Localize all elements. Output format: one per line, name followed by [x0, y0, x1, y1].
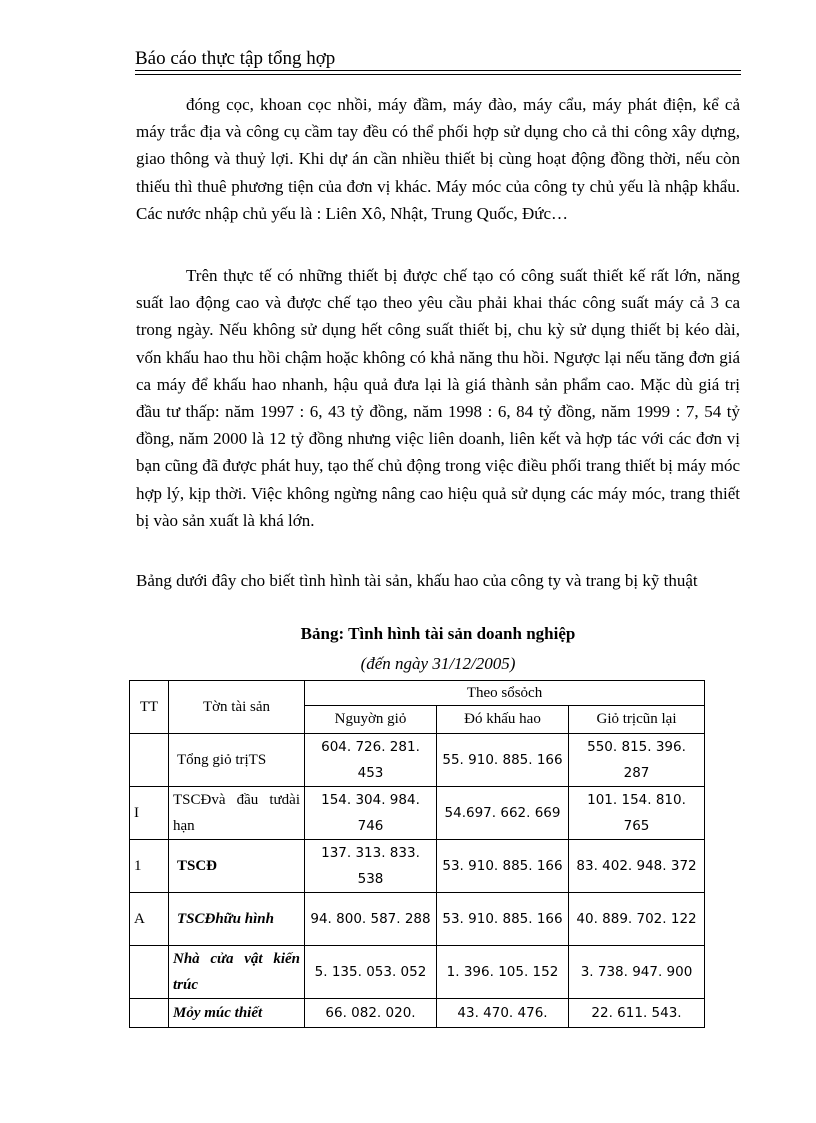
row-tt: 1: [130, 840, 169, 893]
paragraph-1: đóng cọc, khoan cọc nhồi, máy đầm, máy đào, máy cẩu, máy phát điện, kể cả máy trắc địa và công cụ cầm tay đều có thể phối hợp sử dụng cho cả thi công xây dựng, giao thông và thuỷ lợi. Khi dự án cần nhiều thiết bị cùng hoạt động đồng thời, nếu còn thiếu thì thuê phương tiện của đơn vị khác. Máy móc của công ty chủ yếu là nhập khẩu. Các nước nhập chủ yếu là : Liên Xô, Nhật, Trung Quốc, Đức…: [136, 95, 740, 223]
row-name: TSCĐ: [169, 840, 305, 893]
row-name: Mỏy múc thiết: [169, 999, 305, 1028]
row-tt: [130, 999, 169, 1028]
paragraph-2: Trên thực tế có những thiết bị được chế tạo có công suất thiết kế rất lớn, năng suất lao động cao và được chế tạo theo yêu cầu phải khai thác công suất máy cả 3 ca trong ngày. Nếu không sử dụng hết công suất thiết bị, chu kỳ sử dụng thiết bị kéo dài, vốn khấu hao thu hồi chậm hoặc không có khả năng thu hồi. Ngược lại nếu tăng đơn giá ca máy để khấu hao nhanh, hậu quả đưa lại là giá thành sản phẩm cao. Mặc dù giá trị đầu tư thấp: năm 1997 : 6, 43 tỷ đồng, năm 1998 : 6, 84 tỷ đồng, năm 1999 : 7, 54 tỷ đồng, năm 2000 là 12 tỷ đồng nhưng việc liên doanh, liên kết và hợp tác với các đơn vị bạn cũng đã được phát huy, tạo thế chủ động trong việc điều phối trang thiết bị máy móc hợp lý, kịp thời. Việc không ngừng nâng cao hiệu quả sử dụng các máy móc, trang thiết bị vào sản xuất là khá lớn.: [136, 266, 740, 530]
row-value-3: 550. 815. 396. 287: [569, 734, 705, 787]
row-value-1: 154. 304. 984. 746: [305, 787, 437, 840]
row-tt: [130, 946, 169, 999]
page-header-title: Báo cáo thực tập tổng hợp: [135, 48, 336, 69]
row-value-3: 40. 889. 702. 122: [569, 893, 705, 946]
row-name: Nhà cửa vật kiến trúc: [169, 946, 305, 999]
table-row: [130, 999, 705, 1028]
row-value-3: 83. 402. 948. 372: [569, 840, 705, 893]
header-asset-name: Tờn tài sản: [169, 681, 305, 734]
assets-table: [129, 680, 705, 1028]
header-col-2: Đó khấu hao: [437, 706, 569, 734]
header-group: Theo sổsỏch: [305, 681, 705, 706]
row-name: Tổng giỏ trịTS: [169, 734, 305, 787]
header-tt: TT: [130, 681, 169, 734]
header-col-3: Giỏ trịcũn lại: [569, 706, 705, 734]
paragraph-3: Bảng dưới đây cho biết tình hình tài sản, khấu hao của công ty và trang bị kỹ thuật: [136, 571, 698, 590]
table-title: Bảng: Tình hình tài sản doanh nghiệp: [300, 624, 576, 643]
row-tt: I: [130, 787, 169, 840]
row-value-3: 101. 154. 810. 765: [569, 787, 705, 840]
table-row: [130, 787, 705, 840]
row-value-1: 137. 313. 833. 538: [305, 840, 437, 893]
row-tt: [130, 734, 169, 787]
row-value-3: 3. 738. 947. 900: [569, 946, 705, 999]
row-name: TSCĐvà đầu tưdài hạn: [169, 787, 305, 840]
row-name: TSCĐhữu hình: [169, 893, 305, 946]
row-value-2: 53. 910. 885. 166: [437, 893, 569, 946]
row-value-1: 5. 135. 053. 052: [305, 946, 437, 999]
header-rule-thin: [135, 74, 741, 75]
row-tt: A: [130, 893, 169, 946]
header-rule: [135, 70, 741, 71]
row-value-1: 94. 800. 587. 288: [305, 893, 437, 946]
table-row: [130, 734, 705, 787]
row-value-3: 22. 611. 543.: [569, 999, 705, 1028]
row-value-2: 55. 910. 885. 166: [437, 734, 569, 787]
table-row: [130, 946, 705, 999]
table-row: [130, 840, 705, 893]
header-col-1: Nguyờn giỏ: [305, 706, 437, 734]
row-value-2: 43. 470. 476.: [437, 999, 569, 1028]
row-value-2: 54.697. 662. 669: [437, 787, 569, 840]
row-value-1: 66. 082. 020.: [305, 999, 437, 1028]
row-value-2: 1. 396. 105. 152: [437, 946, 569, 999]
row-value-2: 53. 910. 885. 166: [437, 840, 569, 893]
table-subtitle: (đến ngày 31/12/2005): [360, 654, 516, 673]
table-row: [130, 893, 705, 946]
row-value-1: 604. 726. 281. 453: [305, 734, 437, 787]
